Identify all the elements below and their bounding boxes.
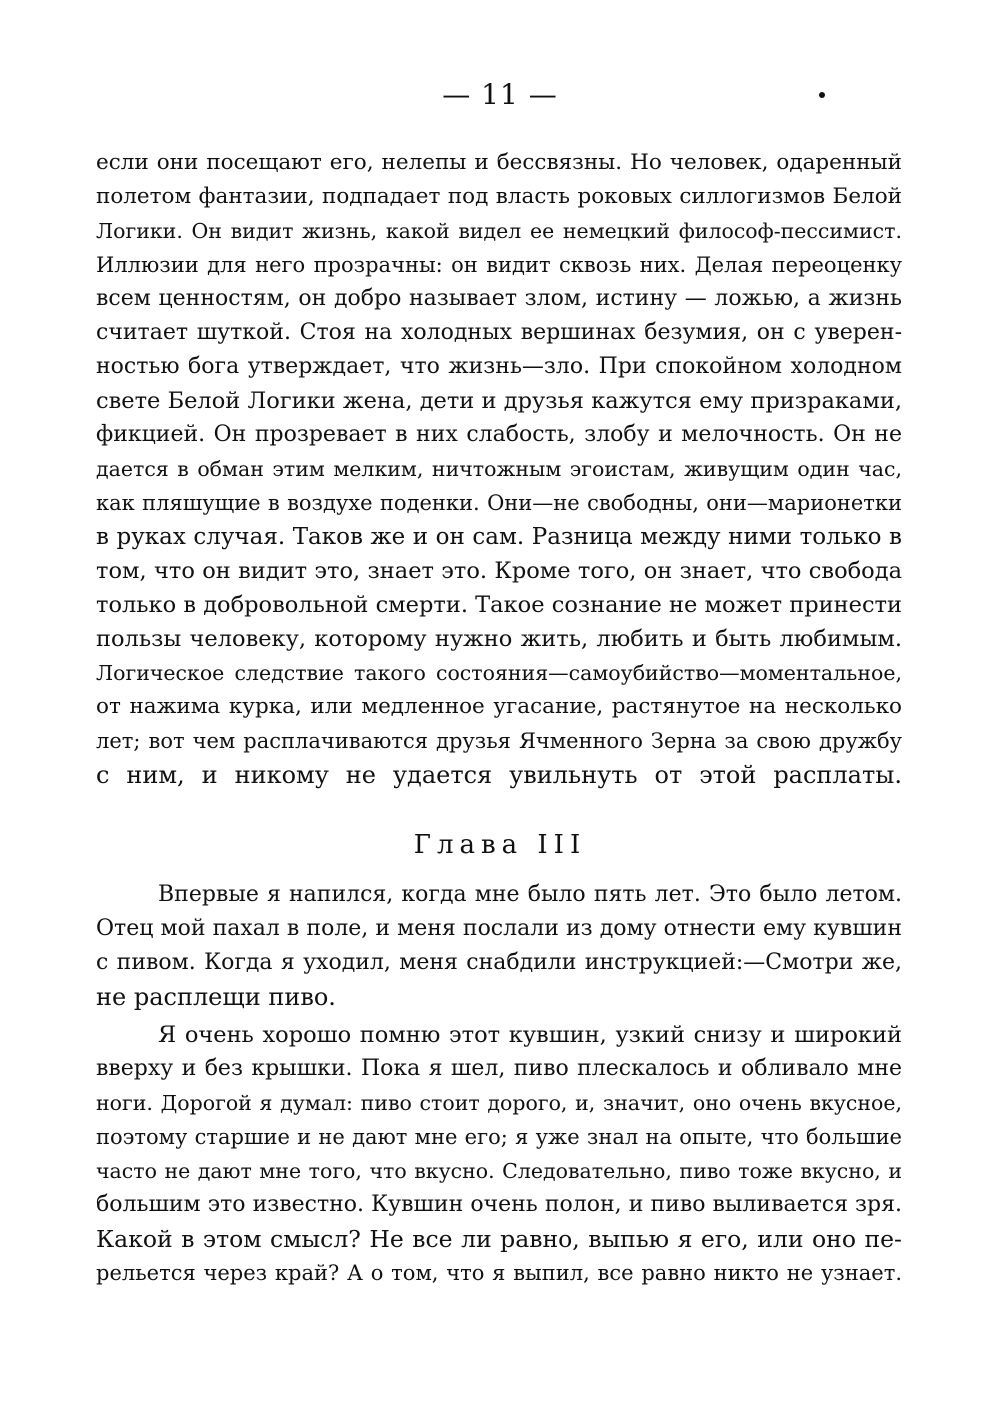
paragraph-first (96, 878, 902, 1014)
text-line: рельется через край? А о том, что я выпил, все равно никто не узнает. (96, 1261, 902, 1285)
text-line: полетом фантазии, подпадает под власть роковых силлогизмов Белой (96, 184, 902, 209)
text-line: Логики. Он видит жизнь, какой видел ее немецкий философ-пессимист. (96, 219, 902, 243)
text-line: всем ценностям, он добро называет злом, истину — ложью, а жизнь (96, 286, 902, 311)
text-line: Иллюзии для него прозрачны: он видит сквозь них. Делая переоценку (96, 253, 902, 277)
text-line: Какой в этом смысл? Не все ли равно, выпью я его, или оно пе- (96, 1225, 902, 1253)
ink-speck (819, 92, 825, 98)
text-line: в руках случая. Таков же и он сам. Разница между ними только в (96, 524, 902, 550)
text-line: если они посещают его, нелепы и бессвязны. Но человек, одаренный (96, 150, 902, 175)
text-line: большим это известно. Кувшин очень полон, и пиво выливается зря. (96, 1192, 902, 1217)
paragraph-continued (96, 146, 902, 792)
text-line: как пляшущие в воздухе поденки. Они—не свободны, они—марионетки (96, 491, 902, 515)
text-line: ноги. Дорогой я думал: пиво стоит дорого, и, значит, оно очень вкусное, (96, 1091, 902, 1115)
chapter-title: Глава III (413, 830, 587, 860)
text-line: только в добровольной смерти. Такое сознание не может принести (96, 592, 902, 618)
text-line: с ним, и никому не удается увильнуть от этой расплаты. (96, 761, 902, 789)
text-line: свете Белой Логики жена, дети и друзья кажутся ему призраками, (96, 388, 902, 414)
text-line: ностью бога утверждает, что жизнь—зло. При спокойном холодном (96, 354, 902, 379)
text-line: от нажима курка, или медленное угасание, растянутое на несколько (96, 694, 902, 719)
text-line: фикцией. Он прозревает в них слабость, злобу и мелочность. Он не (96, 422, 902, 447)
page-number: — 11 — (442, 78, 558, 111)
paragraph-second (96, 1018, 902, 1290)
text-line: Я очень хорошо помню этот кувшин, узкий снизу и широкий (158, 1022, 902, 1048)
text-line: лет; вот чем расплачиваются друзья Ячменного Зерна за свою дружбу (96, 729, 902, 753)
text-line: Логическое следствие такого состояния—самоубийство—моментальное, (96, 661, 902, 685)
text-line: с пивом. Когда я уходил, меня снабдили инструкцией:—Смотри же, (96, 950, 902, 975)
text-line: том, что он видит это, знает это. Кроме того, он знает, что свобода (96, 558, 902, 584)
text-line: Впервые я напился, когда мне было пять лет. Это было летом. (158, 882, 902, 907)
text-line: Отец мой пахал в поле, и меня послали из дому отнести ему кувшин (96, 916, 902, 941)
text-line: часто не дают мне того, что вкусно. Следовательно, пиво тоже вкусно, и (96, 1159, 902, 1183)
text-line: считает шуткой. Стоя на холодных вершинах безумия, он с уверен- (96, 320, 902, 345)
text-line: вверху и без крышки. Пока я шел, пиво плескалось и обливало мне (96, 1056, 902, 1081)
text-line: дается в обман этим мелким, ничтожным эгоистам, живущим один час, (96, 457, 902, 481)
text-line: не расплещи пиво. (96, 983, 336, 1011)
text-line: поэтому старшие и не дают мне его; я уже знал на опыте, что большие (96, 1125, 902, 1149)
text-line: пользы человеку, которому нужно жить, любить и быть любимым. (96, 626, 902, 652)
